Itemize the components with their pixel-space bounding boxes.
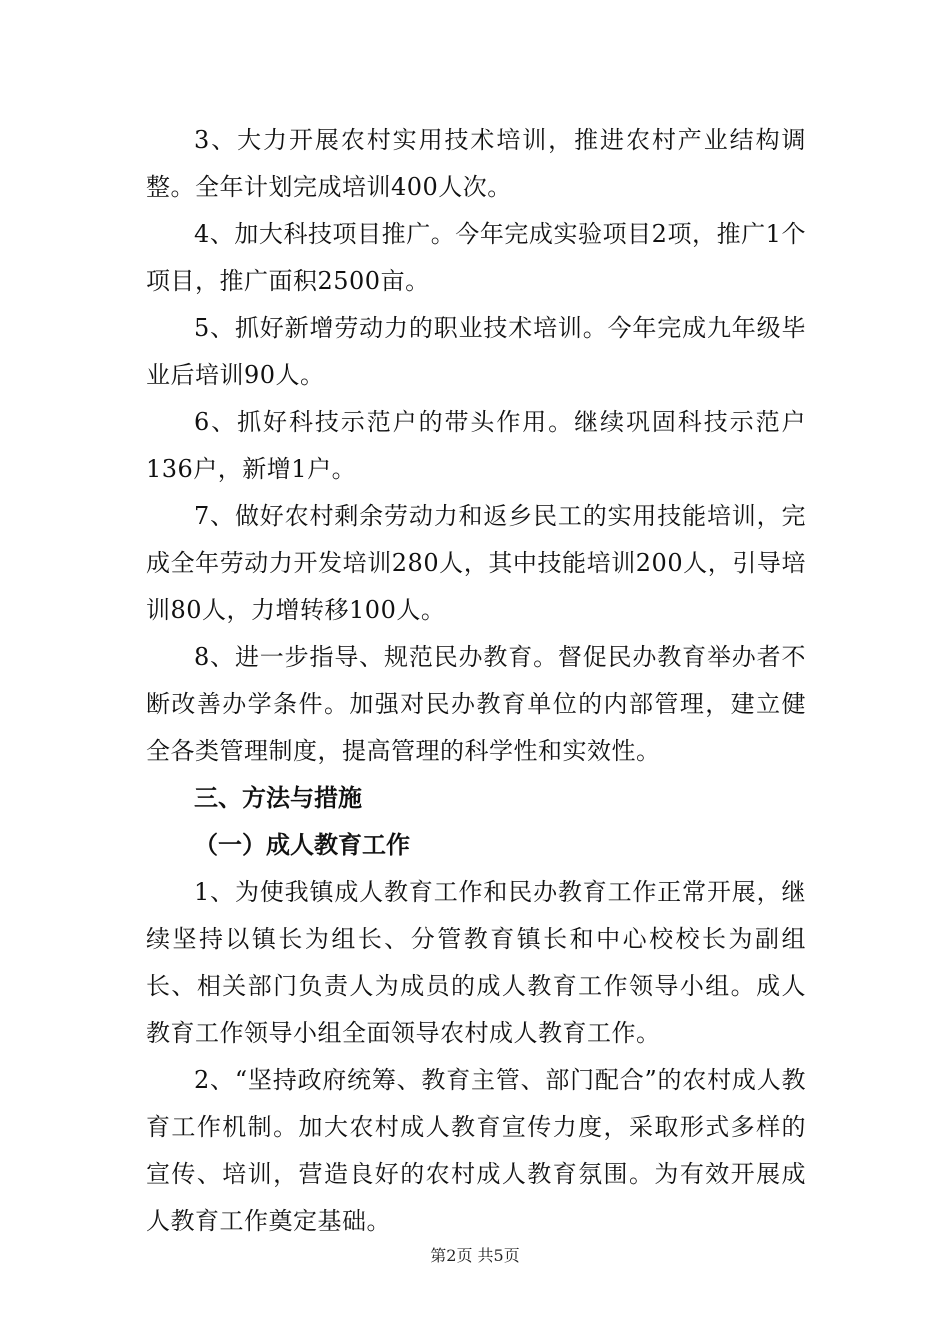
subsection-heading: （一）成人教育工作 [194,831,410,859]
section-heading: 三、方法与措施 [194,784,362,812]
page-number-footer: 第2页 共5页 [430,1246,520,1265]
measure-paragraph-1: 1、为使我镇成人教育工作和民办教育工作正常开展，继续坚持以镇长为组长、分管教育镇长和中心校校长为副组长、相关部门负责人为成员的成人教育工作领导小组。成人教育工作领导小组全面领导农村成人教育工作。 [146,878,806,1047]
paragraph-item-4: 4、加大科技项目推广。今年完成实验项目2项，推广1个项目，推广面积2500亩。 [146,220,806,295]
paragraph-item-6: 6、抓好科技示范户的带头作用。继续巩固科技示范户136户，新增1户。 [146,408,806,483]
paragraph-item-5: 5、抓好新增劳动力的职业技术培训。今年完成九年级毕业后培训90人。 [146,314,806,389]
paragraph-item-3: 3、大力开展农村实用技术培训，推进农村产业结构调整。全年计划完成培训400人次。 [146,126,806,201]
paragraph-item-7: 7、做好农村剩余劳动力和返乡民工的实用技能培训，完成全年劳动力开发培训280人，其中技能培训200人，引导培训80人，力增转移100人。 [146,502,806,624]
paragraph-item-8: 8、进一步指导、规范民办教育。督促民办教育举办者不断改善办学条件。加强对民办教育单位的内部管理，建立健全各类管理制度，提高管理的科学性和实效性。 [146,643,806,765]
measure-paragraph-2: 2、“坚持政府统筹、教育主管、部门配合”的农村成人教育工作机制。加大农村成人教育宣传力度，采取形式多样的宣传、培训，营造良好的农村成人教育氛围。为有效开展成人教育工作奠定基础。 [146,1066,806,1235]
document-body [146,117,806,1245]
